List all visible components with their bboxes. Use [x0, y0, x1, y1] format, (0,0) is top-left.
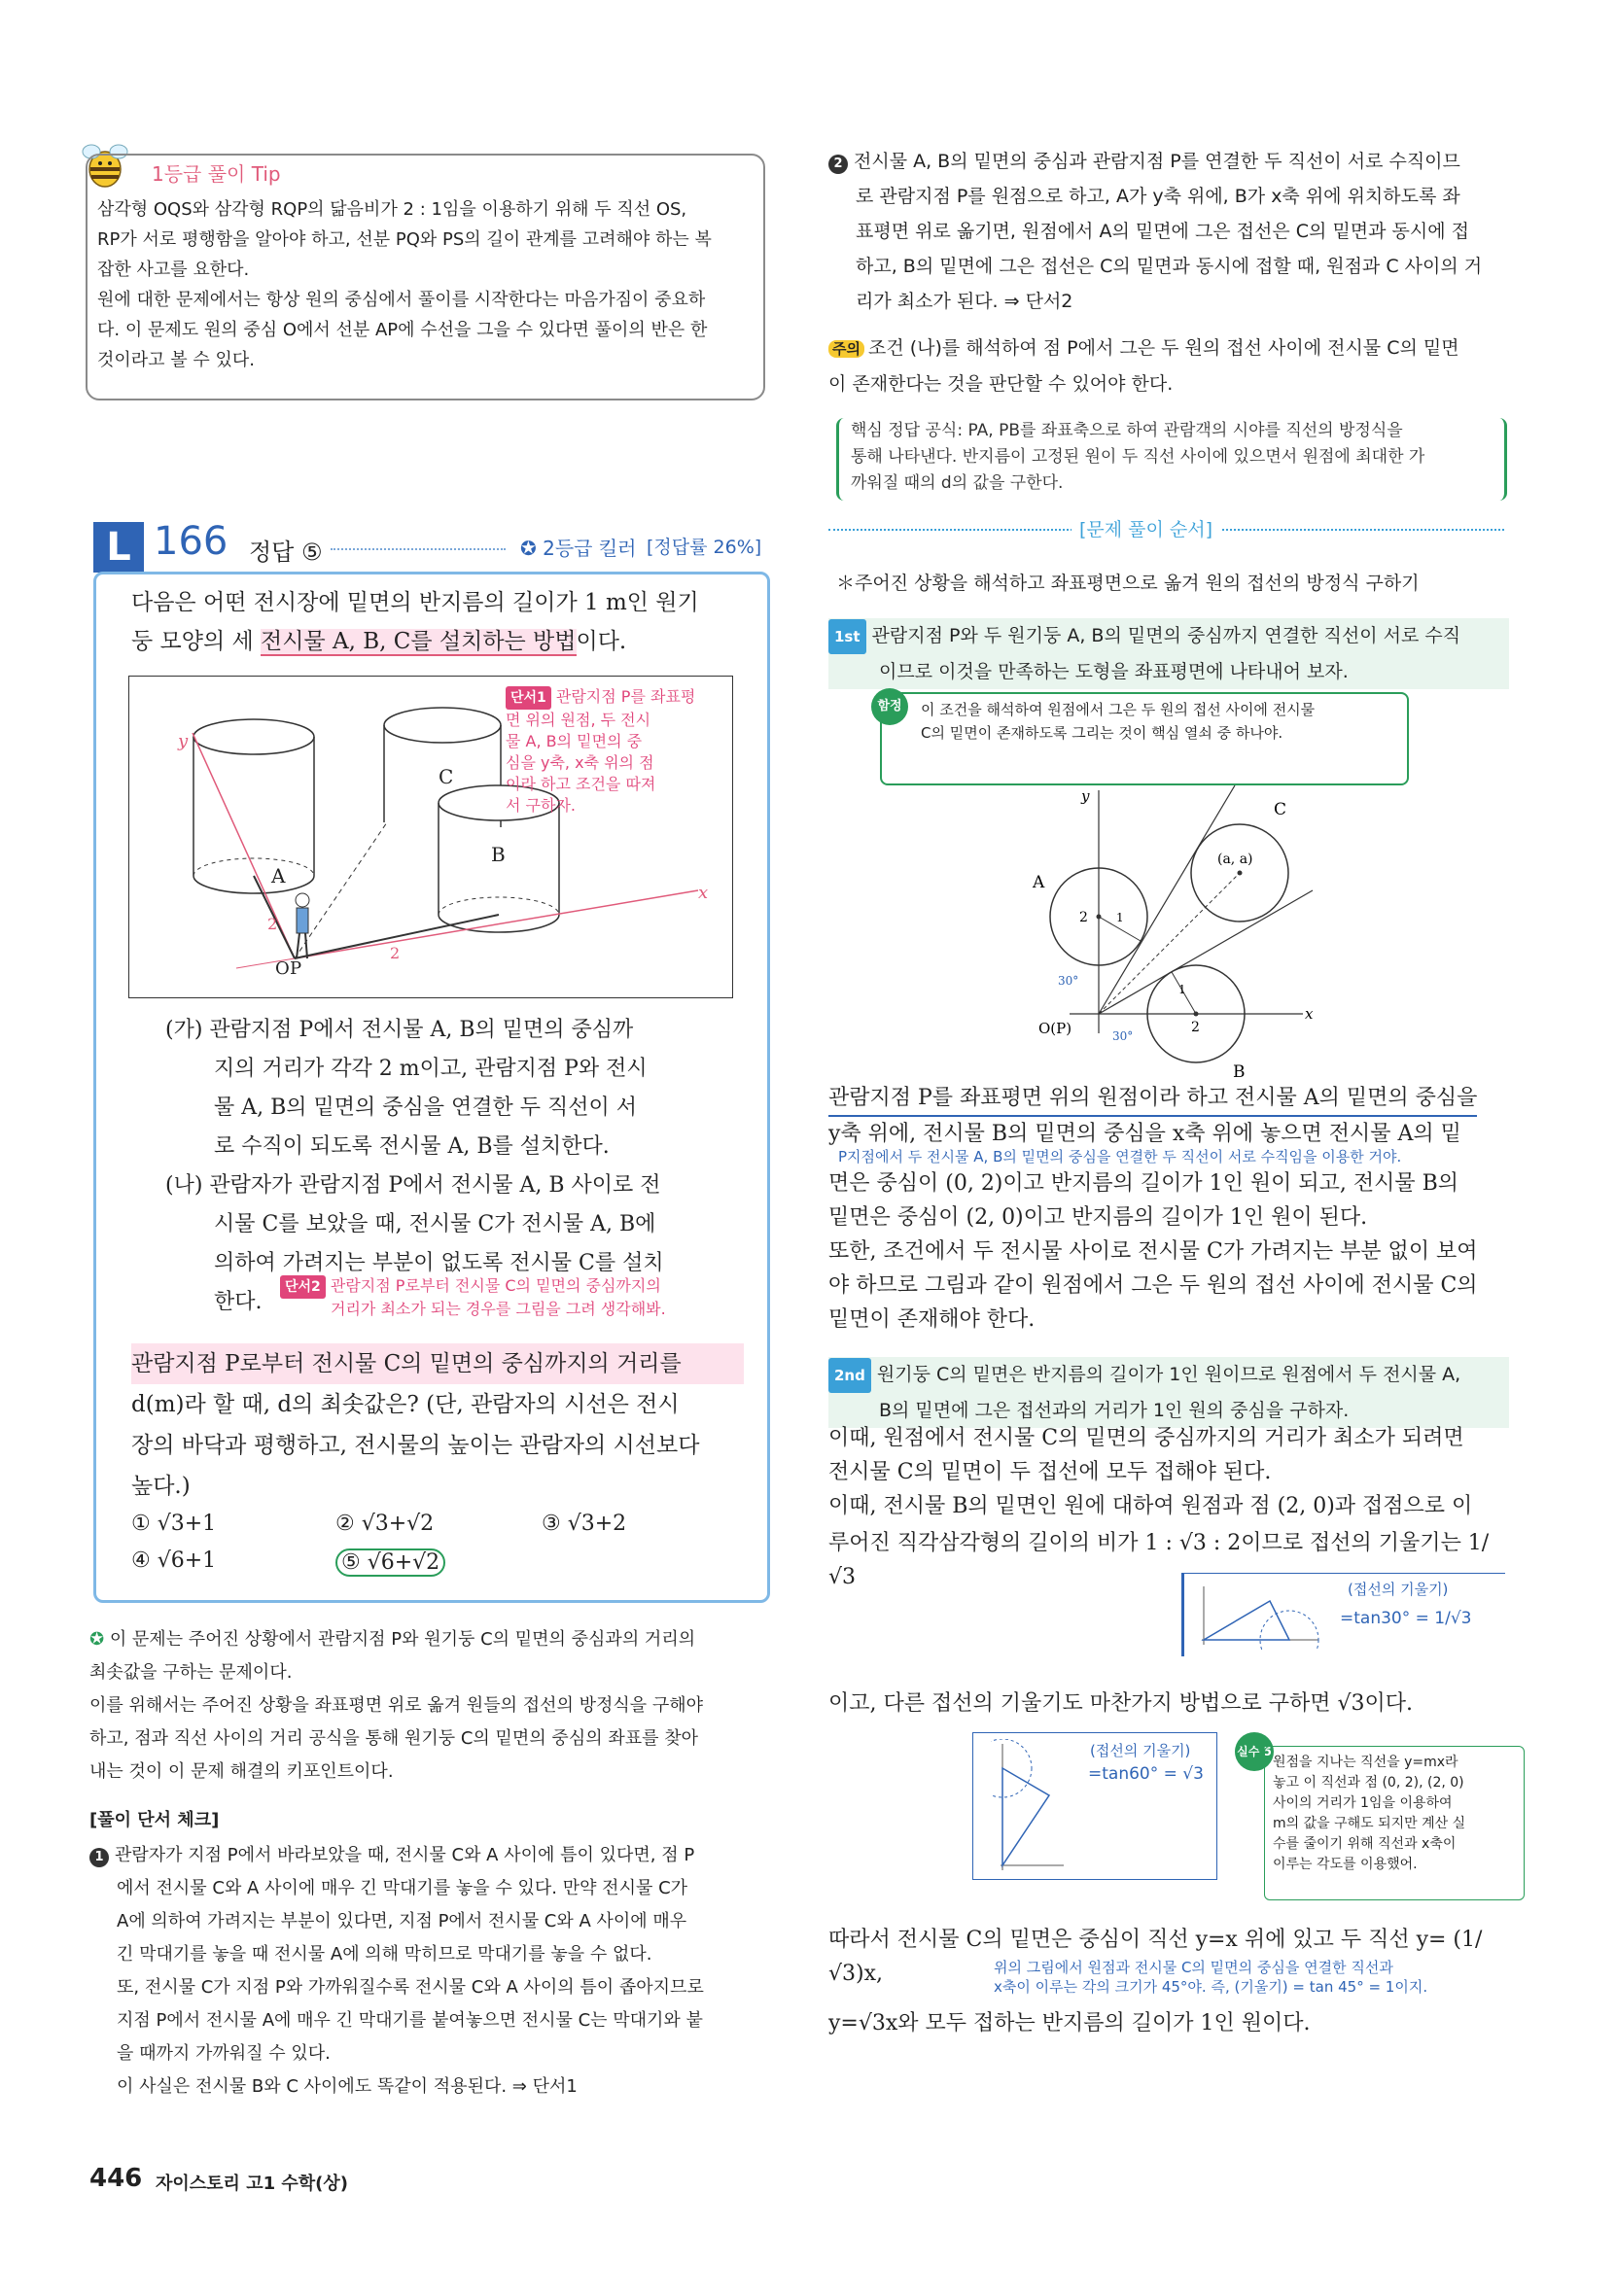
trap-line: C의 밑면이 존재하도록 그리는 것이 핵심 열쇠 중 하나야.: [921, 724, 1283, 742]
alt-tag: 실수 5: [1235, 1732, 1274, 1771]
check-line: [89, 1839, 770, 1872]
number-2-icon: 2: [828, 155, 848, 174]
para-6: 따라서 전시물 C의 밑면은 중심이 직선 y=x 위에 있고 두 직선 y= (1/√3)x,: [828, 1928, 1483, 1986]
alt-line: 수를 줄이기 위해 직선과 x축이: [1273, 1836, 1457, 1852]
caution-line: [828, 330, 1509, 366]
tip-line: 원에 대한 문제에서는 항상 원의 중심에서 풀이를 시작한다는 마음가짐이 중요하: [97, 290, 706, 310]
alt-line: 원점을 지나는 직선을 y=mx라: [1273, 1755, 1458, 1770]
check-line: 이 사실은 전시물 B와 C 사이에도 똑같이 적용된다. ⇒ 단서1: [117, 2076, 578, 2097]
page-number: 446: [89, 2164, 143, 2193]
para-line: y축 위에, 전시물 B의 밑면의 중심을 x축 위에 놓으면 전시물 A의 밑: [828, 1122, 1461, 1146]
slope1-label: (접선의 기울기): [1348, 1581, 1449, 1598]
graph-label-a: A: [1033, 873, 1045, 892]
problem-badge: L: [93, 522, 144, 573]
choice-2[interactable]: ② √3+√2: [335, 1512, 435, 1536]
graph-label-2x: 2: [1191, 1020, 1200, 1035]
cond-line: 한다.: [214, 1290, 263, 1314]
graph-label-x: x: [1305, 1005, 1314, 1023]
question-line: 높다.): [131, 1474, 191, 1499]
slope1-box: [1181, 1573, 1505, 1656]
order-title: [문제 풀이 순서]: [1071, 515, 1220, 541]
intro-line: [131, 622, 734, 661]
hint1-note: [506, 686, 720, 817]
book-title: 자이스토리 고1 수학(상): [156, 2174, 349, 2194]
star-icon: ✪: [520, 537, 544, 560]
check-title: [풀이 단서 체크]: [89, 1810, 220, 1830]
tip-line: 다. 이 문제도 원의 중심 O에서 선분 AP에 수선을 그을 수 있다면 풀이의 반은 한: [97, 320, 708, 340]
cond-line: (가) 관람지점 P에서 전시물 A, B의 밑면의 중심까: [165, 1018, 634, 1042]
graph-label-b: B: [1233, 1062, 1246, 1082]
slope2-value: =tan60° = √3: [1088, 1764, 1204, 1784]
hint1-line: 면 위의 원점, 두 전시: [506, 711, 651, 729]
summary-line: 내는 것이 이 문제 해결의 키포인트이다.: [89, 1761, 394, 1782]
check-line: 지점 P에서 전시물 A에 매우 긴 막대기를 붙여놓으면 전시물 C는 막대기와 붙: [117, 2010, 703, 2031]
para-line: 이때, 원점에서 전시물 C의 밑면의 중심까지의 거리가 최소가 되려면: [828, 1426, 1464, 1450]
intro-text: 둥 모양의 세: [131, 629, 262, 654]
tip-body: [97, 194, 751, 375]
fig-label-y: y: [178, 731, 189, 751]
step-line: 이므로 이것을 만족하는 도형을 좌표평면에 나타내어 보자.: [879, 661, 1349, 682]
check-line: A에 의하여 가려지는 부분이 있다면, 지점 P에서 전시물 C와 A 사이에 매우: [117, 1911, 687, 1931]
hint1-line: 서 구하자.: [506, 796, 576, 815]
rate-label: [정답률 26%]: [647, 537, 762, 558]
check-line: 을 때까지 가까워질 수 있다.: [117, 2043, 331, 2064]
cond-line: (나) 관람자가 관람지점 P에서 전시물 A, B 사이로 전: [165, 1173, 661, 1198]
check-line: [828, 144, 1509, 179]
tip-line: RP가 서로 평행함을 알아야 하고, 선분 PQ와 PS의 길이 관계를 고려해야 하는 복: [97, 229, 712, 250]
summary-text: 이 문제는 주어진 상황에서 관람지점 P와 원기둥 C의 밑면의 중심과의 거리의: [109, 1629, 696, 1650]
note-line: 위의 그림에서 원점과 전시물 C의 밑면의 중심을 연결한 직선과: [994, 1959, 1393, 1976]
note-line: x축이 이루는 각의 크기가 45°야. 즉, (기울기) = tan 45° = 1이지.: [994, 1978, 1428, 1996]
para-line: 면은 중심이 (0, 2)이고 반지름의 길이가 1인 원이 되고, 전시물 B의: [828, 1171, 1459, 1196]
answer-label: 정답 ⑤: [249, 539, 323, 566]
hint1-line: 이라 하고 조건을 따져: [506, 775, 656, 793]
intro-highlight: 전시물 A, B, C를 설치하는 방법: [261, 629, 577, 654]
fig-label-p: P: [290, 958, 302, 979]
explanation-summary: [89, 1623, 770, 1789]
number-1-icon: 1: [89, 1848, 109, 1867]
fig-label-2a: 2: [267, 915, 278, 933]
graph-label-1a: 1: [1116, 911, 1124, 924]
hint1-line: 관람지점 P를 좌표평: [555, 687, 696, 706]
para-1: [828, 1081, 1509, 1151]
question-line: 장의 바닥과 평행하고, 전시물의 높이는 관람자의 시선보다: [131, 1433, 700, 1458]
cond-line: 물 A, B의 밑면의 중심을 연결한 두 직선이 서: [214, 1096, 638, 1120]
core-formula-box: [836, 418, 1507, 501]
check-text: 전시물 A, B의 밑면의 중심과 관람지점 P를 연결한 두 직선이 서로 수직이므: [854, 151, 1460, 172]
hint1-line: 심을 y축, x축 위의 점: [506, 753, 654, 772]
graph-label-y: y: [1081, 787, 1090, 805]
coordinate-graph: [1011, 785, 1332, 1091]
para-line: 또한, 조건에서 두 전시물 사이로 전시물 C가 가려지는 부분 없이 보여: [828, 1239, 1478, 1264]
cond-line: 로 수직이 되도록 전시물 A, B를 설치한다.: [214, 1134, 610, 1159]
cond-line: 지의 거리가 각각 2 m이고, 관람지점 P와 전시: [214, 1057, 648, 1081]
check-line: 리가 최소가 된다. ⇒ 단서2: [856, 291, 1073, 312]
step-2: [828, 1357, 1509, 1428]
trap-box: [880, 692, 1409, 785]
para-3: [828, 1421, 1509, 1523]
hint2-line: 거리가 최소가 되는 경우를 그림을 그려 생각해봐.: [331, 1300, 666, 1318]
slope1-value: =tan30° = 1/√3: [1340, 1609, 1472, 1628]
tip-line: 것이라고 볼 수 있다.: [97, 350, 255, 370]
para-line: 이때, 전시물 B의 밑면인 원에 대하여 원점과 점 (2, 0)과 접점으로 이: [828, 1494, 1473, 1518]
tip-line: 삼각형 OQS와 삼각형 RQP의 닮음비가 2 : 1임을 이용하기 위해 두 직선 OS,: [97, 199, 687, 220]
hint2-tag: 단서2: [280, 1275, 326, 1299]
fig-label-a: A: [271, 864, 286, 887]
tip-line: 잡한 사고를 요한다.: [97, 260, 250, 280]
caution-tag: 주의: [828, 340, 864, 358]
core-line: 핵심 정답 공식: PA, PB를 좌표축으로 하여 관람객의 시야를 직선의 방정식을: [851, 421, 1403, 440]
intro-line: 다음은 어떤 전시장에 밑면의 반지름의 길이가 1 m인 원기: [131, 590, 699, 615]
para1-note: P지점에서 두 전시물 A, B의 밑면의 중심을 연결한 두 직선이 서로 수직임을 이용한 거야.: [838, 1148, 1402, 1165]
star-icon: ✪: [89, 1629, 110, 1650]
step-line: B의 밑면에 그은 접선과의 거리가 1인 원의 중심을 구하자.: [879, 1400, 1350, 1421]
graph-label-1b: 1: [1178, 983, 1186, 996]
alt-line: m의 값을 구해도 되지만 계산 실: [1273, 1816, 1466, 1831]
step-text: 관람지점 P와 두 원기둥 A, B의 밑면의 중심까지 연결한 직선이 서로 수직: [871, 625, 1461, 646]
hint1-tag: 단서1: [506, 686, 551, 710]
fig-label-b: B: [491, 843, 506, 866]
graph-label-center: (a, a): [1217, 852, 1253, 867]
slope2-box: [972, 1732, 1217, 1880]
para-line: 전시물 C의 밑면이 두 접선에 모두 접해야 된다.: [828, 1460, 1272, 1484]
hint1-line: 물 A, B의 밑면의 중: [506, 732, 643, 750]
question-text: [131, 1343, 744, 1507]
choice-5[interactable]: ⑤ √6+√2: [335, 1548, 445, 1577]
fig-label-2b: 2: [390, 944, 401, 962]
caution-text: 조건 (나)를 해석하여 점 P에서 그은 두 원의 접선 사이에 전시물 C의 밑면: [867, 337, 1459, 359]
choice-4[interactable]: ④ √6+1: [131, 1548, 217, 1573]
alt-line: 사이의 거리가 1임을 이용하여: [1273, 1795, 1453, 1811]
check-line: 또, 전시물 C가 지점 P와 가까워질수록 전시물 C와 A 사이의 틈이 좁아지므로: [117, 1977, 704, 1998]
fig-label-o: O: [275, 958, 290, 979]
intro-text: 이다.: [576, 629, 627, 654]
core-line: 통해 나타낸다. 반지름이 고정된 원이 두 직선 사이에 있으면서 원점에 최대한 가: [851, 447, 1425, 467]
fig-label-c: C: [439, 765, 454, 788]
graph-label-o: O(P): [1038, 1020, 1072, 1037]
question-line: 관람지점 P로부터 전시물 C의 밑면의 중심까지의 거리를: [131, 1343, 744, 1384]
step1-tag: 1st: [828, 619, 866, 654]
alt-box: [1264, 1746, 1525, 1900]
graph-label-2y: 2: [1079, 910, 1088, 925]
para-7: y=√3x와 모두 접하는 반지름의 길이가 1인 원이다.: [828, 2011, 1311, 2035]
order-star: ＊주어진 상황을 해석하고 좌표평면으로 옮겨 원의 접선의 방정식 구하기: [836, 573, 1420, 594]
check-2: [828, 144, 1509, 319]
condition-ga: [165, 1011, 749, 1166]
para6-note: [994, 1958, 1427, 1997]
check-line: 표평면 위로 옮기면, 원점에서 A의 밑면에 그은 접선은 C의 밑면과 동시에 접: [856, 221, 1470, 242]
header-divider: [331, 548, 506, 550]
core-line: 까워질 때의 d의 값을 구한다.: [851, 473, 1064, 493]
para-4: 루어진 직각삼각형의 길이의 비가 1 : √3 : 2이므로 접선의 기울기는 1/√3: [828, 1531, 1490, 1589]
summary-line: 하고, 점과 직선 사이의 거리 공식을 통해 원기둥 C의 밑면의 중심의 좌표를 찾아: [89, 1728, 698, 1749]
graph-label-c: C: [1274, 800, 1287, 819]
hint2-line: 관람지점 P로부터 전시물 C의 밑면의 중심까지의: [330, 1276, 661, 1295]
caution-note: [828, 330, 1509, 401]
cond-line: 시물 C를 보았을 때, 전시물 C가 전시물 A, B에: [214, 1212, 656, 1236]
summary-line: [89, 1623, 770, 1656]
step2-tag: 2nd: [828, 1358, 871, 1393]
alt-line: 이루는 각도를 이용했어.: [1273, 1857, 1418, 1872]
step-line: [828, 618, 1509, 654]
para-line: 관람지점 P를 좌표평면 위의 원점이라 하고 전시물 A의 밑면의 중심을: [828, 1081, 1477, 1117]
caution-line: 이 존재한다는 것을 판단할 수 있어야 한다.: [828, 373, 1174, 395]
graph-label-30a: 30°: [1058, 974, 1079, 988]
problem-number: 166: [154, 519, 228, 564]
step-1: [828, 618, 1509, 689]
difficulty-label: [520, 533, 637, 561]
difficulty-text: 2등급 킬러: [543, 537, 637, 560]
para-line: 야 하므로 그림과 같이 원점에서 그은 두 원의 접선 사이에 전시물 C의: [828, 1273, 1478, 1298]
cond-line: 의하여 가려지는 부분이 없도록 전시물 C를 설치: [214, 1251, 664, 1275]
question-line: d(m)라 할 때, d의 최솟값은? (단, 관람자의 시선은 전시: [131, 1392, 680, 1417]
check-1: [89, 1839, 770, 2104]
para-line: 밑면이 존재해야 한다.: [828, 1307, 1036, 1332]
summary-line: 이를 위해서는 주어진 상황을 좌표평면 위로 옮겨 원들의 접선의 방정식을 구해야: [89, 1695, 704, 1716]
check-line: 하고, B의 밑면에 그은 접선은 C의 밑면과 동시에 접할 때, 원점과 C 사이의 거: [856, 256, 1483, 277]
fig-label-x: x: [698, 883, 709, 903]
choice-1[interactable]: ① √3+1: [131, 1512, 217, 1536]
slope2-label: (접선의 기울기): [1090, 1742, 1191, 1759]
step-line: [828, 1357, 1509, 1393]
summary-line: 최솟값을 구하는 문제이다.: [89, 1662, 293, 1683]
alt-line: 놓고 이 직선과 점 (0, 2), (2, 0): [1273, 1775, 1464, 1791]
choice-3[interactable]: ③ √3+2: [542, 1512, 627, 1536]
check-line: 긴 막대기를 놓을 때 전시물 A에 의해 막히므로 막대기를 놓을 수 없다.: [117, 1944, 652, 1965]
tip-title: 1등급 풀이 Tip: [146, 158, 287, 187]
para-line: 밑면은 중심이 (2, 0)이고 반지름의 길이가 1인 원이 된다.: [828, 1205, 1368, 1230]
para-2: [828, 1166, 1509, 1337]
question-intro: [131, 583, 734, 661]
para-5: 이고, 다른 접선의 기울기도 마찬가지 방법으로 구하면 √3이다.: [828, 1691, 1414, 1716]
check-text: 관람자가 지점 P에서 바라보았을 때, 전시물 C와 A 사이에 틈이 있다면, 점 P: [115, 1845, 695, 1865]
check-line: 에서 전시물 C와 A 사이에 매우 긴 막대기를 놓을 수 있다. 만약 전시물 C가: [117, 1878, 688, 1898]
hint2-note: [280, 1275, 708, 1320]
step-text: 원기둥 C의 밑면은 반지름의 길이가 1인 원이므로 원점에서 두 전시물 A,: [876, 1364, 1461, 1385]
graph-label-30b: 30°: [1112, 1029, 1134, 1043]
trap-line: 이 조건을 해석하여 원점에서 그은 두 원의 접선 사이에 전시물: [921, 701, 1316, 718]
check-line: 로 관람지점 P를 원점으로 하고, A가 y축 위에, B가 x축 위에 위치하도록 좌: [856, 186, 1460, 207]
trap-tag: 함정: [871, 688, 908, 725]
